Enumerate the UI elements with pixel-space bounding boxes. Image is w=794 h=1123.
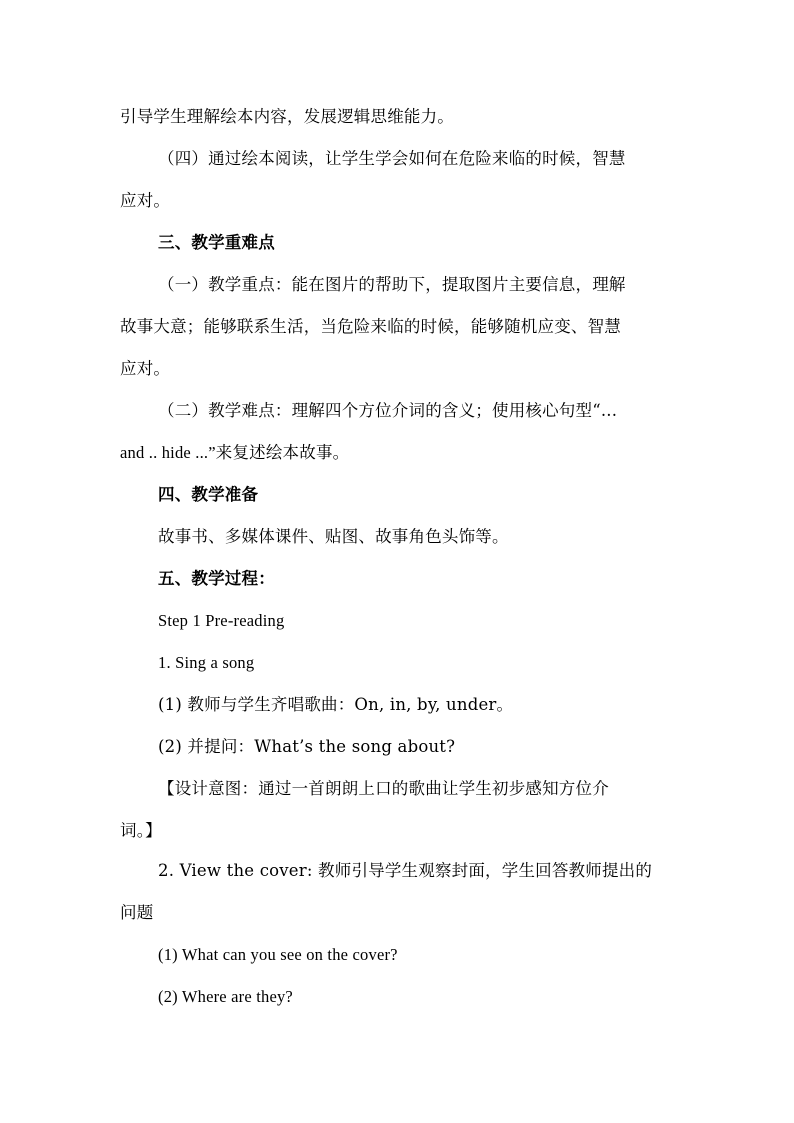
sub-step-label: 2. View the cover: 教师引导学生观察封面，学生回答教师提出的 <box>158 861 653 880</box>
paragraph-line: 引导学生理解绘本内容，发展逻辑思维能力。 <box>120 107 454 126</box>
step-label: Step 1 Pre-reading <box>158 611 285 630</box>
section-heading-5: 五、教学过程： <box>158 569 275 588</box>
list-item: (2) 并提问：What’s the song about? <box>158 737 456 756</box>
paragraph-line: （四）通过绘本阅读，让学生学会如何在危险来临的时候，智慧 <box>158 149 626 168</box>
paragraph-line: 故事大意；能够联系生活，当危险来临的时候，能够随机应变、智慧 <box>120 317 621 336</box>
paragraph-line: and .. hide ...”来复述绘本故事。 <box>120 443 350 462</box>
section-heading-4: 四、教学准备 <box>158 485 259 504</box>
list-item: (1) 教师与学生齐唱歌曲：On, in, by, under。 <box>158 695 514 714</box>
paragraph-line: （一）教学重点：能在图片的帮助下，提取图片主要信息，理解 <box>158 275 626 294</box>
sub-step-label: 1. Sing a song <box>158 653 255 672</box>
paragraph-line: （二）教学难点：理解四个方位介词的含义；使用核心句型“... <box>158 401 618 420</box>
design-intent-note: 词。】 <box>120 821 162 840</box>
paragraph-line: 问题 <box>120 903 154 922</box>
paragraph-line: 应对。 <box>120 191 171 210</box>
section-heading-3: 三、教学重难点 <box>158 233 275 252</box>
design-intent-note: 【设计意图：通过一首朗朗上口的歌曲让学生初步感知方位介 <box>158 779 609 798</box>
list-item: (2) Where are they? <box>158 987 293 1006</box>
list-item: (1) What can you see on the cover? <box>158 945 398 964</box>
paragraph-line: 故事书、多媒体课件、贴图、故事角色头饰等。 <box>158 527 509 546</box>
paragraph-line: 应对。 <box>120 359 171 378</box>
